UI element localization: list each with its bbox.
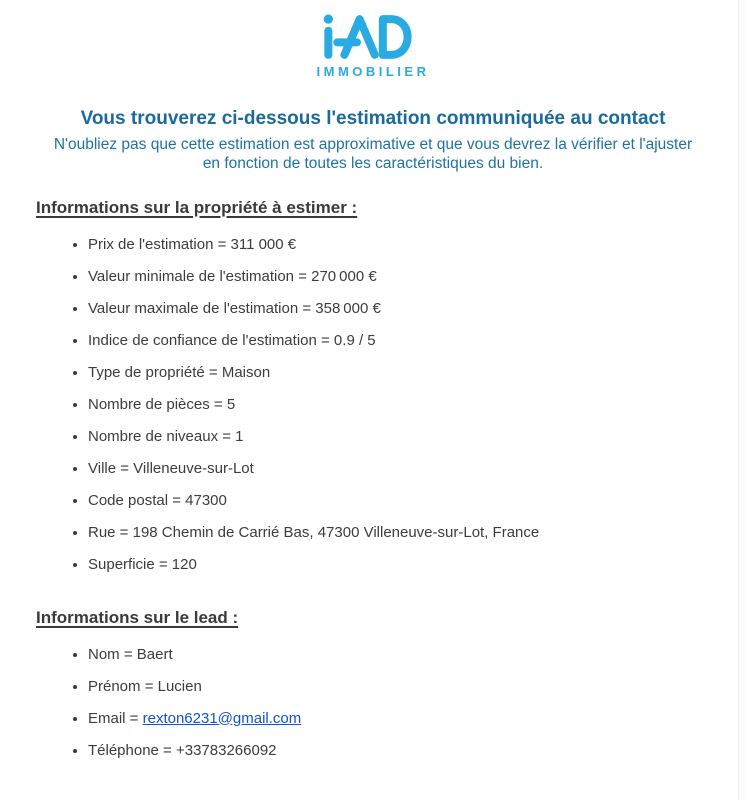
lead-info-section	[36, 608, 710, 760]
lead-section-heading: Informations sur le lead :	[36, 607, 239, 627]
list-item: • Nombre de niveaux = 1	[88, 428, 710, 446]
property-info-list	[36, 236, 710, 574]
lead-info-list	[36, 646, 710, 760]
list-item: • Code postal = 47300	[88, 492, 710, 510]
logo-block	[0, 0, 746, 79]
list-item-label: Email =	[88, 709, 143, 727]
page-title: Vous trouverez ci-dessous l'estimation communiquée au contact	[80, 108, 666, 129]
list-item: • Valeur minimale de l'estimation = 270 000 €	[88, 268, 710, 286]
list-item: • Valeur maximale de l'estimation = 358 000 €	[88, 300, 710, 318]
property-section-heading: Informations sur la propriété à estimer :	[36, 197, 358, 217]
email-link[interactable]: rexton6231@gmail.com	[142, 709, 302, 727]
iad-logo-icon	[317, 12, 429, 62]
page-right-edge	[738, 0, 746, 800]
list-item: • Ville = Villeneuve-sur-Lot	[88, 460, 710, 478]
list-item: • Indice de confiance de l'estimation = 0.9 / 5	[88, 332, 710, 350]
list-item	[88, 710, 710, 728]
list-item: • Rue = 198 Chemin de Carrié Bas, 47300 Villeneuve-sur-Lot, France	[88, 524, 710, 542]
property-info-section	[36, 198, 710, 574]
logo-wordmark: IMMOBILIER	[316, 64, 430, 79]
list-item: • Type de propriété = Maison	[88, 364, 710, 382]
list-item: • Prix de l'estimation = 311 000 €	[88, 236, 710, 254]
list-item: • Nom = Baert	[88, 646, 710, 664]
header	[0, 107, 746, 174]
list-item: • Téléphone = +33783266092	[88, 742, 710, 760]
page-subtitle: N'oubliez pas que cette estimation est approximative et que vous devrez la vérifier et l'ajuster en fonction de toutes les caractéristiques du bien.	[53, 135, 693, 173]
list-item: • Nombre de pièces = 5	[88, 396, 710, 414]
list-item: • Prénom = Lucien	[88, 678, 710, 696]
list-item: • Superficie = 120	[88, 556, 710, 574]
